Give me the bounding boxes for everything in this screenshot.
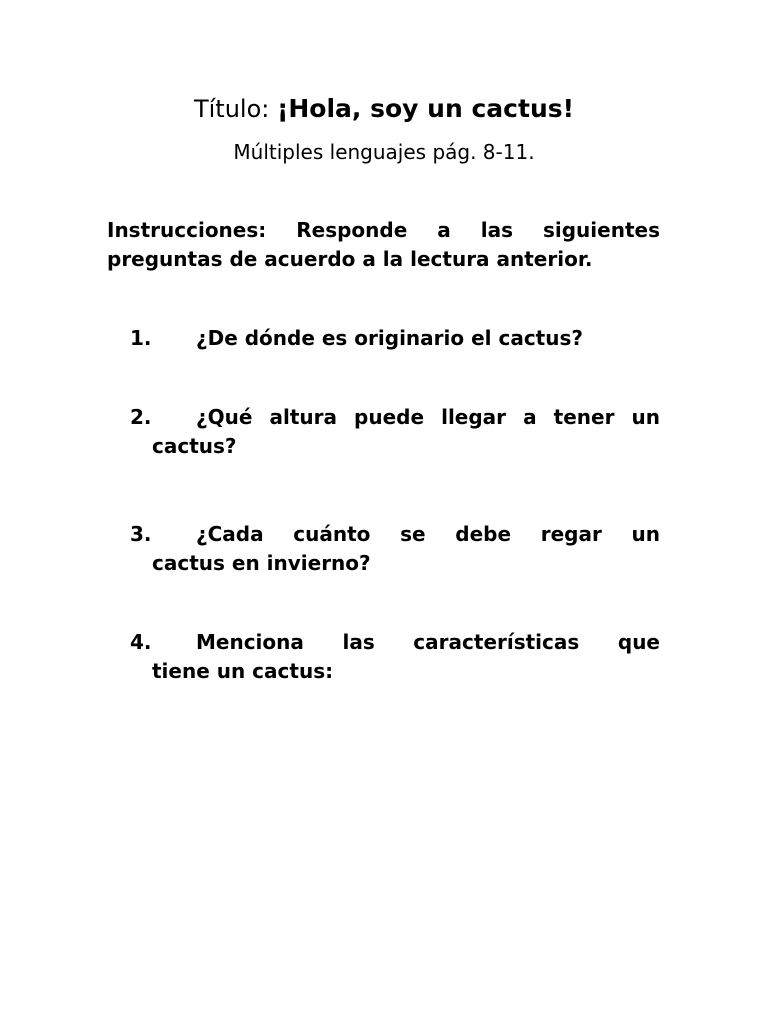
question-number: 1. (130, 326, 152, 350)
question-text-line-1: ¿Qué altura puede llegar a tener un (196, 405, 660, 429)
instructions-line-2: preguntas de acuerdo a la lectura anterior. (107, 247, 593, 271)
page-subtitle: Múltiples lenguajes pág. 8-11. (233, 140, 535, 164)
question-text-line-2: tiene un cactus: (152, 659, 334, 683)
question-text-line-1: ¿De dónde es originario el cactus? (196, 326, 583, 350)
question-number: 3. (130, 522, 152, 546)
question-4 (130, 628, 660, 686)
instructions-paragraph (107, 216, 660, 274)
question-number: 2. (130, 405, 152, 429)
page-title (0, 92, 768, 126)
title-value: ¡Hola, soy un cactus! (276, 94, 575, 123)
question-number: 4. (130, 630, 152, 654)
question-3 (130, 520, 660, 578)
question-text-line-1: ¿Cada cuánto se debe regar un (196, 522, 660, 546)
question-text-line-2: cactus en invierno? (152, 551, 371, 575)
question-text-line-1: Menciona las características que (196, 630, 660, 654)
question-2 (130, 403, 660, 461)
instructions-line-1: Instrucciones: Responde a las siguientes (107, 218, 660, 242)
question-text-line-2: cactus? (152, 434, 237, 458)
question-1 (130, 324, 660, 353)
title-label: Título: (193, 95, 270, 123)
